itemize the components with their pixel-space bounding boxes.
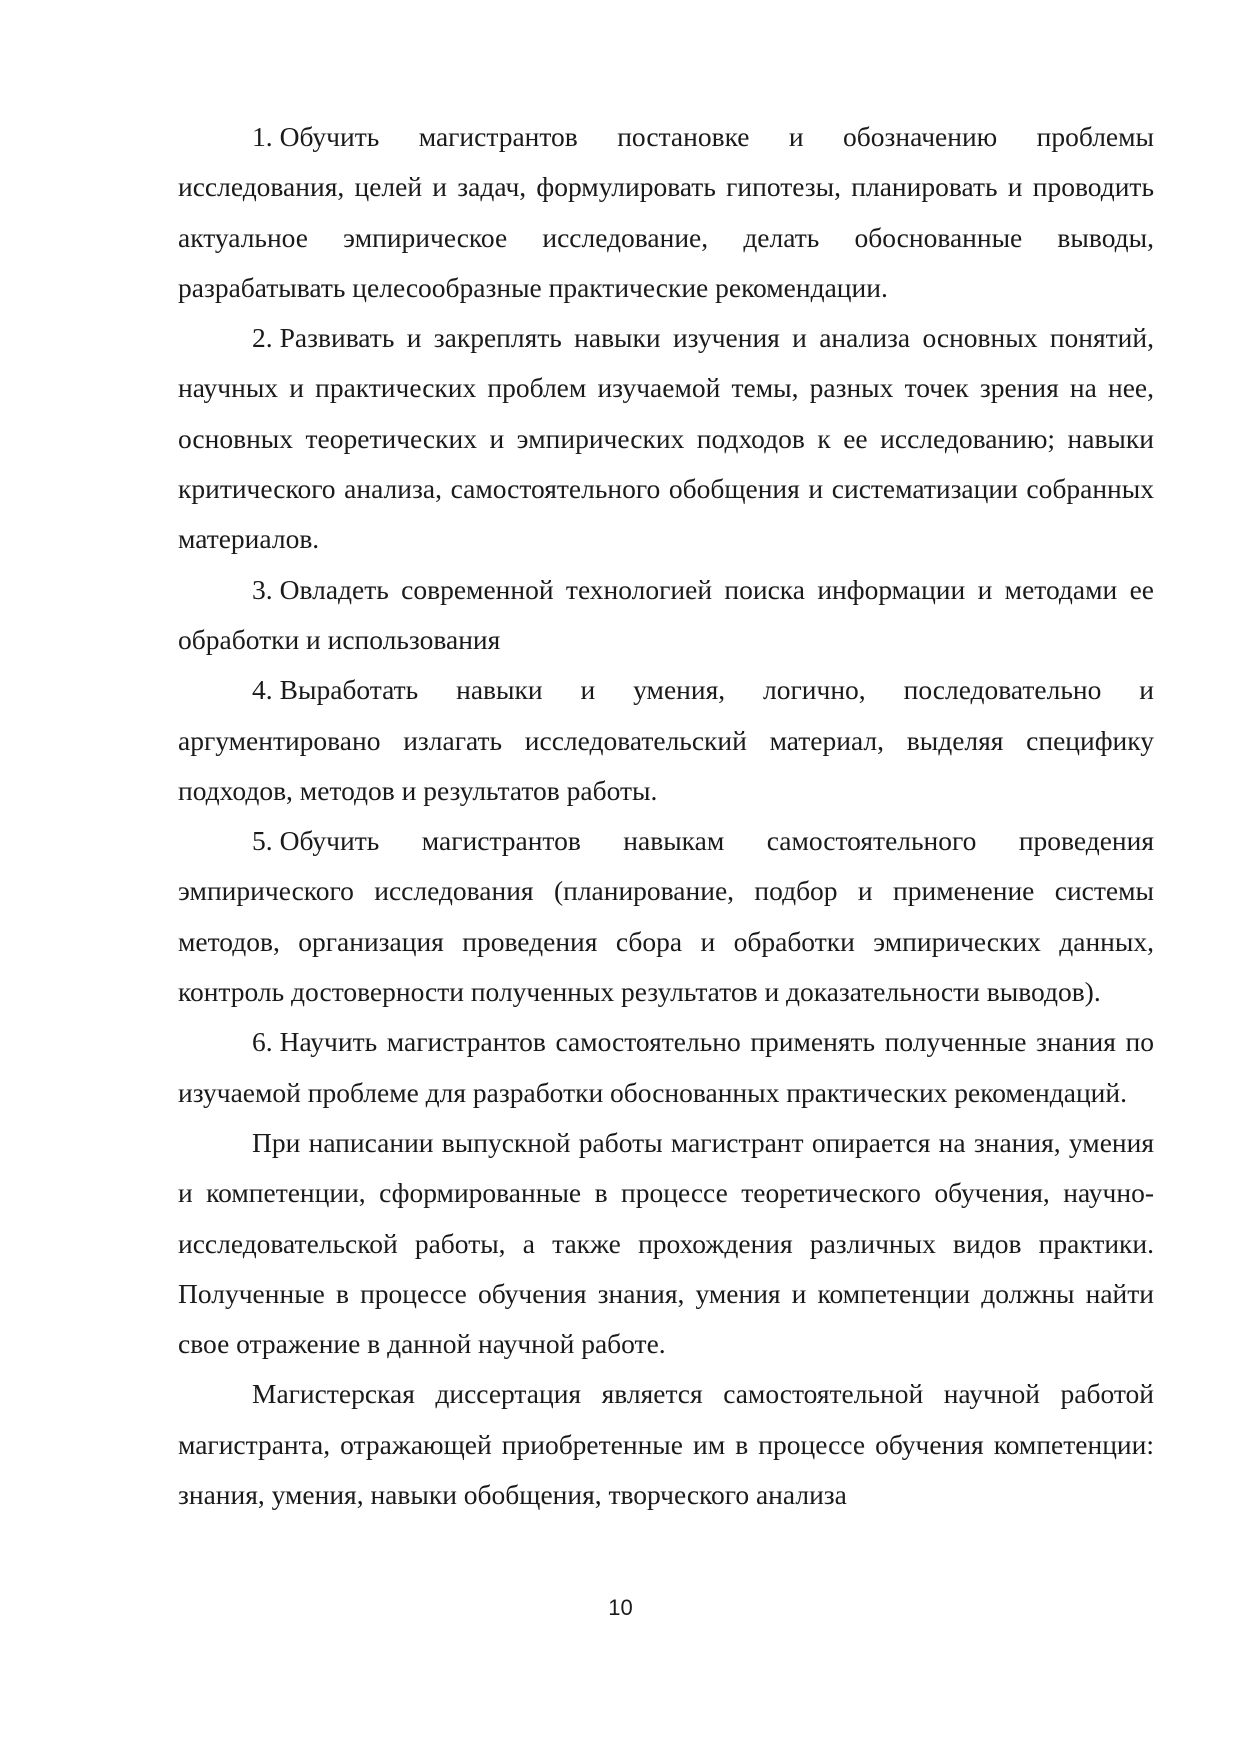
list-item-text: Обучить магистрантов постановке и обозначению проблемы исследования, целей и задач, формулировать гипотезы, планировать и проводить актуальное эмпирическое исследование, делать обоснованные выводы, разрабатывать целесообразные практические рекомендации.	[178, 121, 1154, 303]
list-item-text: Овладеть современной технологией поиска информации и методами ее обработки и использования	[178, 573, 1154, 655]
list-item-5	[178, 816, 1154, 1017]
list-item-text: Выработать навыки и умения, логично, последовательно и аргументировано излагать исследовательский материал, выделяя специфику подходов, методов и результатов работы.	[178, 674, 1154, 806]
list-item-2	[178, 313, 1154, 564]
list-item-text: Обучить магистрантов навыкам самостоятельного проведения эмпирического исследования (планирование, подбор и применение системы методов, организация проведения сбора и обработки эмпирических данных, контроль достоверности полученных результатов и доказательности выводов).	[178, 825, 1154, 1008]
list-item-3	[178, 565, 1154, 666]
paragraph-master-dissertation: Магистерская диссертация является самостоятельной научной работой магистранта, отражающей приобретенные им в процессе обучения компетенции: знания, умения, навыки обобщения, творческого анализа	[178, 1378, 1154, 1511]
list-item-number: 1.	[252, 121, 273, 152]
list-item-number: 5.	[252, 825, 273, 857]
list-item-number: 6.	[252, 1026, 273, 1058]
list-item-6	[178, 1017, 1154, 1118]
list-item-number: 4.	[252, 674, 273, 706]
list-item-text: Научить магистрантов самостоятельно применять полученные знания по изучаемой проблеме для разработки обоснованных практических рекомендаций.	[178, 1026, 1154, 1108]
list-item-text: Развивать и закреплять навыки изучения и анализа основных понятий, научных и практических проблем изучаемой темы, разных точек зрения на нее, основных теоретических и эмпирических подходов к ее исследованию; навыки критического анализа, самостоятельного обобщения и систематизации собранных материалов.	[178, 322, 1154, 555]
page-number: 10	[608, 1595, 633, 1620]
list-item-4	[178, 665, 1154, 816]
body-text	[178, 112, 1154, 1520]
list-item-number: 2.	[252, 322, 273, 354]
list-item-number: 3.	[252, 573, 273, 605]
paragraph-writing-thesis: При написании выпускной работы магистрант опирается на знания, умения и компетенции, сформированные в процессе теоретического обучения, научно-исследовательской работы, а также прохождения различных видов практики. Полученные в процессе обучения знания, умения и компетенции должны найти свое отражение в данной научной работе.	[178, 1126, 1154, 1360]
list-item-1	[178, 112, 1154, 313]
